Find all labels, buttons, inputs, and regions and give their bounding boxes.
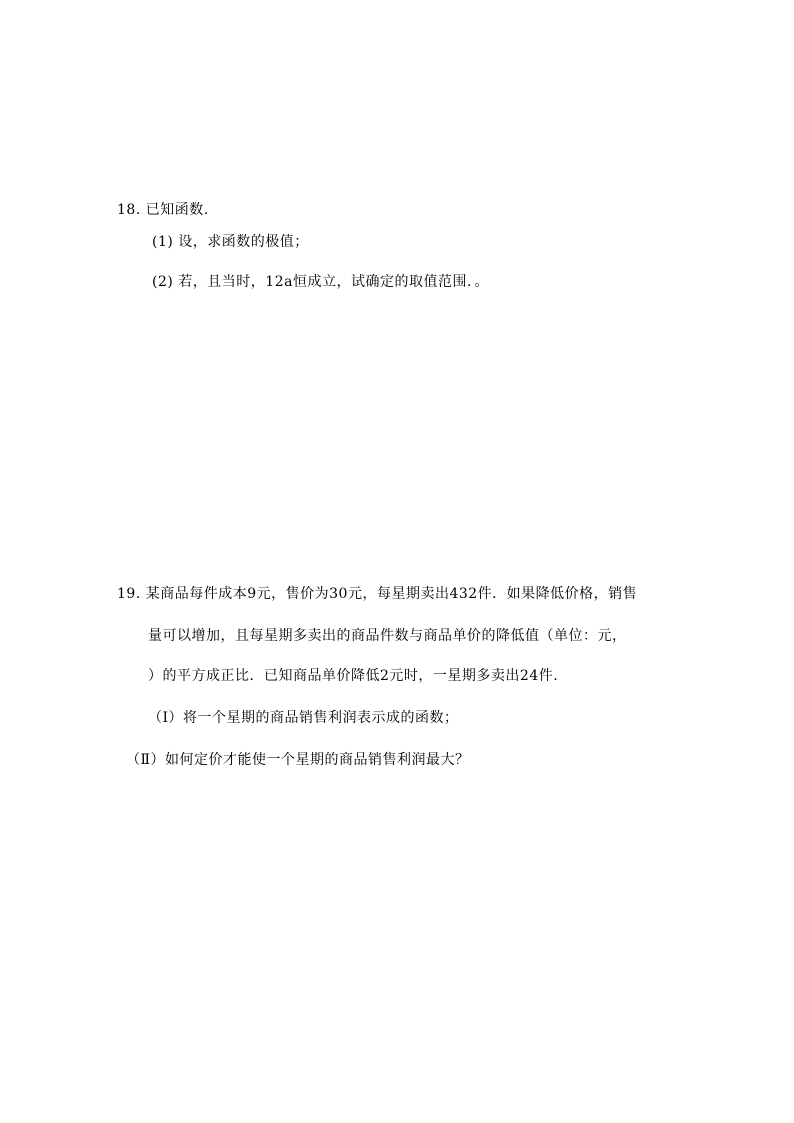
problem-19-stem-line-2: 量可以增加，且每星期多卖出的商品件数与商品单价的降低值（单位：元， xyxy=(148,628,627,644)
problem-19-part-1: （Ⅰ）将一个星期的商品销售利润表示成的函数； xyxy=(148,710,459,726)
problem-19-number: 19. xyxy=(117,586,141,602)
problem-19-part-2: （Ⅱ）如何定价才能使一个星期的商品销售利润最大？ xyxy=(126,752,470,768)
problem-18-number: 18. xyxy=(117,202,141,218)
problem-19-stem-line-1 xyxy=(117,584,637,604)
problem-18-part-1: (1) 设，求函数的极值； xyxy=(152,234,309,250)
problem-18-stem-line xyxy=(117,200,209,220)
problem-18-stem: 已知函数. xyxy=(145,202,209,218)
problem-19-stem-line-3: ）的平方成正比．已知商品单价降低2元时，一星期多卖出24件. xyxy=(148,668,559,684)
problem-18-part-2: (2) 若，且当时，12a恒成立，试确定的取值范围．。 xyxy=(152,274,489,290)
problem-19-stem-1: 某商品每件成本9元，售价为30元，每星期卖出432件．如果降低价格，销售 xyxy=(145,586,638,602)
